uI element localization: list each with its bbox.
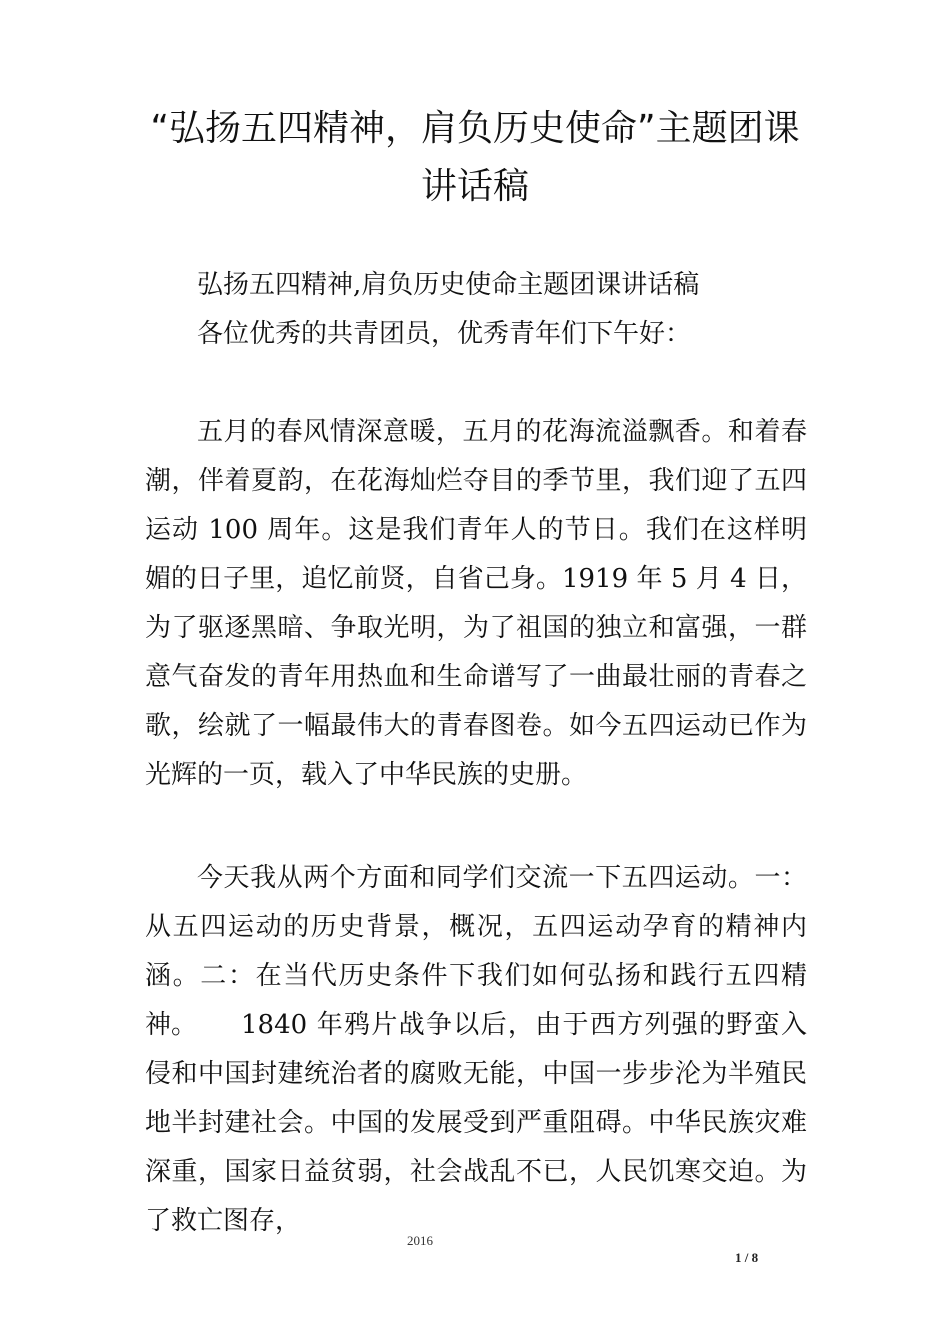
document-subtitle: 弘扬五四精神,肩负历史使命主题团课讲话稿 — [197, 270, 700, 300]
paragraph-3: 1840 年鸦片战争以后，由于西方列强的野蛮入侵和中国封建统治者的腐败无能，中国一步步沦为半殖民地半封建社会。中国的发展受到严重阻碍。中华民族灾难深重，国家日益贫弱，社会战乱不已，人民饥寒交迫。为了救亡图存， — [145, 1010, 807, 1236]
paragraph-1: 五月的春风情深意暖，五月的花海流溢飘香。和着春潮，伴着夏韵，在花海灿烂夺目的季节里，我们迎了五四运动 100 周年。这是我们青年人的节日。我们在这样明媚的日子里，追忆前贤，自省己身。1919 年 5 月 4 日，为了驱逐黑暗、争取光明，为了祖国的独立和富强，一群意气奋发的青年用热血和生命谱写了一曲最壮丽的青春之歌，绘就了一幅最伟大的青春图卷。如今五四运动已作为光辉的一页，载入了中华民族的史册。 — [145, 417, 807, 790]
page-number: 1 / 8 — [735, 1250, 759, 1265]
footer-year: 2016 — [407, 1233, 433, 1248]
greeting: 各位优秀的共青团员，优秀青年们下午好： — [197, 319, 692, 349]
document-title: “弘扬五四精神，肩负历史使命”主题团课讲话稿 — [150, 108, 800, 207]
paragraph-2: 今天我从两个方面和同学们交流一下五四运动。一：从五四运动的历史背景，概况，五四运动孕育的精神内涵。二：在当代历史条件下我们如何弘扬和践行五四精神。 — [145, 863, 807, 1040]
